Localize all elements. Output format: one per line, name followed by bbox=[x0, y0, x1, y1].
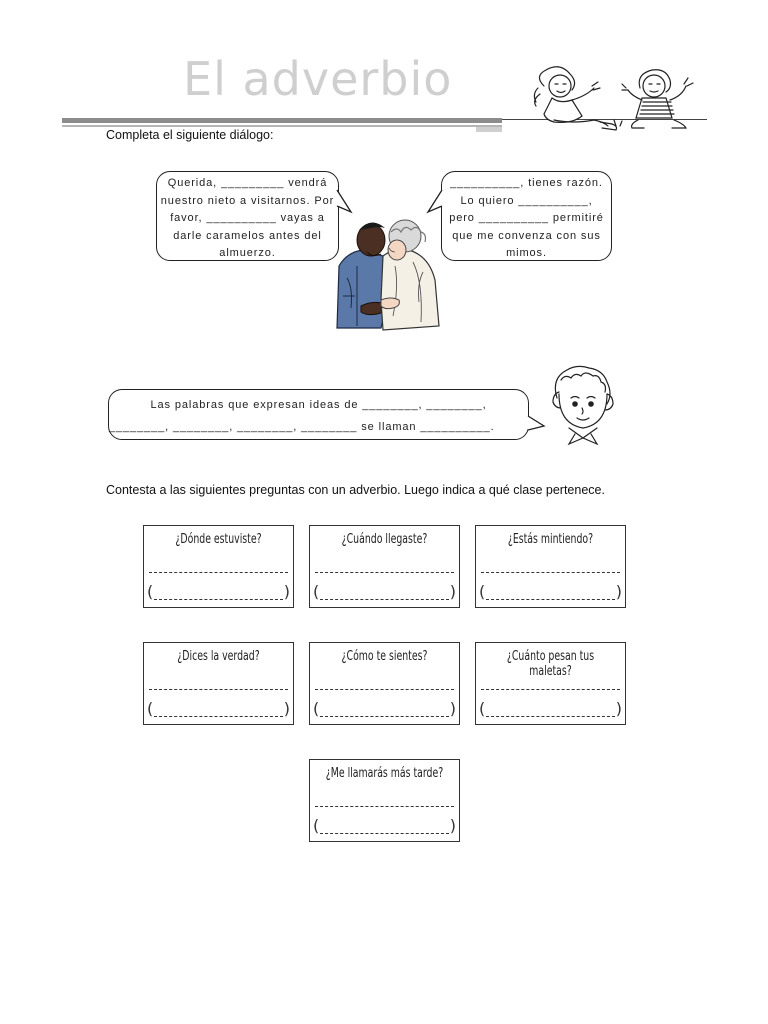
paren-open: ( bbox=[313, 699, 320, 718]
question-text: ¿Dices la verdad? bbox=[177, 649, 260, 664]
question-box bbox=[475, 525, 626, 608]
instruction-questions: Contesta a las siguientes preguntas con un adverbio. Luego indica a qué clase pertenece. bbox=[106, 483, 605, 497]
paren-open: ( bbox=[479, 699, 486, 718]
question-box bbox=[143, 642, 294, 725]
bubble-right-line2: Lo quiero __________, bbox=[460, 194, 593, 207]
class-line[interactable] bbox=[486, 599, 615, 600]
answer-line[interactable] bbox=[481, 572, 620, 573]
paren-open: ( bbox=[313, 582, 320, 601]
children-illustration bbox=[530, 64, 710, 134]
speech-bubble-right bbox=[441, 171, 612, 261]
boy-face-illustration bbox=[545, 364, 621, 448]
header-rule-accent bbox=[476, 127, 502, 132]
paren-close: ) bbox=[449, 582, 456, 601]
bubble-right-line3: pero __________ permitiré bbox=[449, 212, 604, 224]
speech-bubble-wide bbox=[108, 389, 529, 440]
paren-close: ) bbox=[449, 699, 456, 718]
answer-line[interactable] bbox=[315, 572, 454, 573]
class-line[interactable] bbox=[320, 833, 449, 834]
paren-open: ( bbox=[147, 699, 154, 718]
paren-close: ) bbox=[283, 582, 290, 601]
question-box bbox=[309, 525, 460, 608]
paren-open: ( bbox=[479, 582, 486, 601]
answer-line[interactable] bbox=[315, 806, 454, 807]
bubble-wide-line1: Las palabras que expresan ideas de ________, ________, bbox=[150, 399, 487, 411]
question-text: ¿Me llamarás más tarde? bbox=[325, 766, 444, 781]
question-text: ¿Dónde estuviste? bbox=[175, 532, 262, 547]
header-rule bbox=[62, 118, 502, 123]
answer-line[interactable] bbox=[481, 689, 620, 690]
bubble-tail-icon bbox=[337, 190, 353, 216]
bubble-right-line1: __________, tienes razón. bbox=[450, 177, 603, 189]
paren-close: ) bbox=[449, 816, 456, 835]
bubble-left-line2: nuestro nieto a visitarnos. Por bbox=[160, 194, 335, 207]
answer-line[interactable] bbox=[149, 689, 288, 690]
answer-line[interactable] bbox=[149, 572, 288, 573]
class-line[interactable] bbox=[320, 716, 449, 717]
bubble-tail-icon bbox=[427, 190, 443, 216]
header-rule-thin bbox=[62, 125, 502, 127]
paren-close: ) bbox=[615, 699, 622, 718]
answer-line[interactable] bbox=[315, 689, 454, 690]
page-title: El adverbio bbox=[183, 52, 453, 106]
question-box bbox=[309, 642, 460, 725]
class-line[interactable] bbox=[486, 716, 615, 717]
instruction-dialogue: Completa el siguiente diálogo: bbox=[106, 128, 274, 142]
bubble-left-line3: favor, __________ vayas a bbox=[170, 212, 325, 224]
question-box bbox=[309, 759, 460, 842]
elderly-couple-illustration bbox=[333, 216, 441, 338]
question-text: ¿Cuándo llegaste? bbox=[341, 532, 428, 547]
bubble-left-line1: Querida, _________ vendrá bbox=[167, 177, 328, 189]
class-line[interactable] bbox=[154, 599, 283, 600]
bubble-left-line4: darle caramelos antes del bbox=[173, 229, 322, 242]
question-text: ¿Cómo te sientes? bbox=[341, 649, 428, 664]
paren-close: ) bbox=[283, 699, 290, 718]
bubble-right-line5: mimos. bbox=[506, 247, 547, 259]
question-text: ¿Cuánto pesan tus maletas? bbox=[506, 649, 595, 679]
class-line[interactable] bbox=[154, 716, 283, 717]
question-box bbox=[143, 525, 294, 608]
paren-close: ) bbox=[615, 582, 622, 601]
paren-open: ( bbox=[313, 816, 320, 835]
bubble-left-line5: almuerzo. bbox=[219, 247, 276, 259]
bubble-wide-line2: ________, ________, ________, ________ se llaman __________. bbox=[109, 421, 495, 433]
question-box bbox=[475, 642, 626, 725]
speech-bubble-left bbox=[156, 171, 339, 261]
question-text: ¿Estás mintiendo? bbox=[507, 532, 594, 547]
bubble-tail-icon bbox=[528, 416, 546, 436]
paren-open: ( bbox=[147, 582, 154, 601]
class-line[interactable] bbox=[320, 599, 449, 600]
bubble-right-line4: que me convenza con sus bbox=[452, 229, 601, 242]
